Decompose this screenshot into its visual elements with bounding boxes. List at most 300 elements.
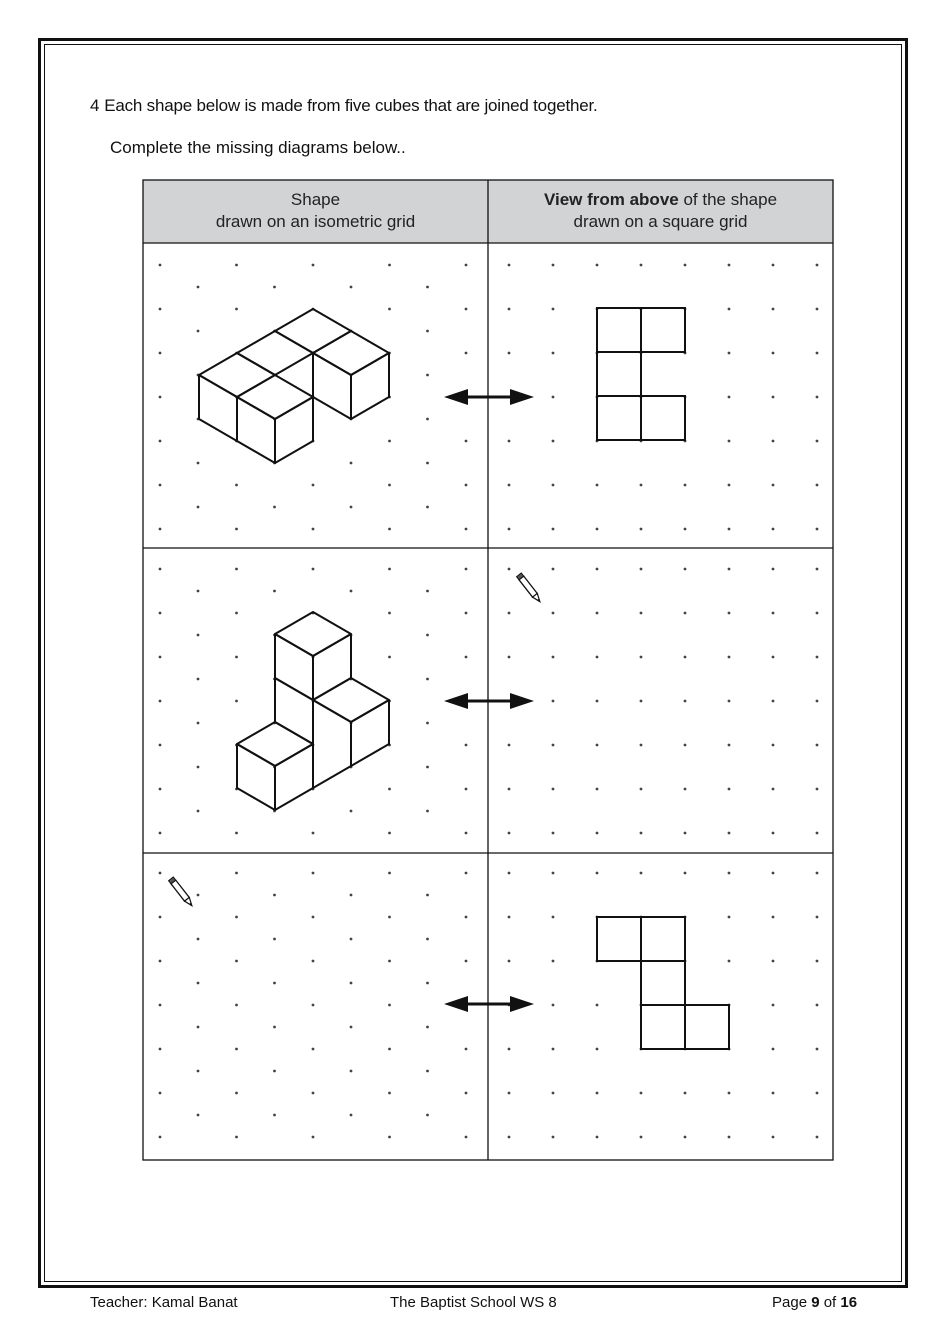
grid-dot	[552, 1092, 555, 1095]
grid-dot	[772, 396, 775, 399]
grid-dot	[728, 832, 731, 835]
grid-dot	[684, 700, 687, 703]
right-header-rest: of the shape	[678, 190, 778, 209]
grid-dot	[350, 1026, 353, 1029]
grid-dot	[312, 1092, 315, 1095]
right-header-bold: View from above	[543, 190, 679, 209]
grid-dot	[197, 1114, 200, 1117]
grid-dot	[312, 528, 315, 531]
grid-dot	[235, 1092, 238, 1095]
grid-dot	[640, 484, 643, 487]
grid-dot	[684, 744, 687, 747]
grid-dot	[772, 916, 775, 919]
grid-dot	[816, 960, 819, 963]
grid-dot	[159, 264, 162, 267]
grid-dot	[596, 788, 599, 791]
grid-dot	[197, 330, 200, 333]
grid-dot	[552, 744, 555, 747]
grid-dot	[772, 528, 775, 531]
grid-dot	[197, 810, 200, 813]
grid-dot	[159, 352, 162, 355]
grid-dot	[508, 440, 511, 443]
grid-dot	[508, 960, 511, 963]
grid-dot	[596, 484, 599, 487]
grid-dot	[772, 700, 775, 703]
plan-view-1	[597, 308, 685, 440]
grid-dot	[426, 938, 429, 941]
grid-dot	[596, 656, 599, 659]
grid-dot	[388, 960, 391, 963]
grid-dot	[728, 308, 731, 311]
grid-dot	[640, 612, 643, 615]
grid-dot	[197, 982, 200, 985]
grid-dot	[159, 1004, 162, 1007]
grid-dot	[465, 1092, 468, 1095]
grid-dot	[772, 1004, 775, 1007]
grid-dot	[388, 788, 391, 791]
grid-dot	[312, 264, 315, 267]
grid-dot	[235, 872, 238, 875]
grid-dot	[508, 832, 511, 835]
grid-dot	[728, 872, 731, 875]
grid-dot	[159, 1092, 162, 1095]
grid-dot	[312, 1136, 315, 1139]
grid-dot	[772, 440, 775, 443]
grid-dot	[640, 788, 643, 791]
grid-dot	[596, 700, 599, 703]
grid-dot	[684, 872, 687, 875]
grid-dot	[552, 916, 555, 919]
grid-dot	[816, 612, 819, 615]
grid-dot	[552, 440, 555, 443]
grid-dot	[728, 916, 731, 919]
grid-dot	[728, 528, 731, 531]
grid-dot	[426, 766, 429, 769]
grid-dot	[235, 612, 238, 615]
grid-dot	[552, 396, 555, 399]
grid-dot	[388, 1004, 391, 1007]
grid-dot	[426, 982, 429, 985]
grid-dot	[197, 722, 200, 725]
grid-dot	[508, 1092, 511, 1095]
grid-dot	[312, 916, 315, 919]
grid-dot	[465, 656, 468, 659]
grid-dot	[640, 1136, 643, 1139]
grid-dot	[273, 506, 276, 509]
grid-dot	[197, 766, 200, 769]
grid-dot	[684, 832, 687, 835]
grid-dot	[312, 568, 315, 571]
grid-dot	[197, 1070, 200, 1073]
grid-dot	[465, 484, 468, 487]
grid-dot	[426, 330, 429, 333]
grid-dot	[640, 656, 643, 659]
grid-dot	[159, 788, 162, 791]
grid-dot	[159, 1136, 162, 1139]
grid-dot	[772, 308, 775, 311]
grid-dot	[772, 656, 775, 659]
grid-dot	[816, 872, 819, 875]
grid-dot	[465, 832, 468, 835]
grid-dot	[465, 1048, 468, 1051]
grid-dot	[350, 810, 353, 813]
grid-dot	[552, 832, 555, 835]
grid-dot	[728, 744, 731, 747]
grid-dot	[350, 982, 353, 985]
grid-dot	[465, 916, 468, 919]
grid-dot	[772, 484, 775, 487]
grid-dot	[684, 1136, 687, 1139]
grid-dot	[552, 612, 555, 615]
grid-dot	[508, 308, 511, 311]
grid-dot	[350, 1114, 353, 1117]
grid-dot	[596, 612, 599, 615]
grid-dot	[640, 264, 643, 267]
grid-dot	[426, 590, 429, 593]
grid-dot	[552, 352, 555, 355]
grid-dot	[596, 1092, 599, 1095]
grid-dot	[312, 960, 315, 963]
grid-dot	[388, 656, 391, 659]
footer-teacher: Teacher: Kamal Banat	[90, 1294, 238, 1311]
grid-dot	[508, 656, 511, 659]
grid-dot	[684, 264, 687, 267]
grid-dot	[312, 832, 315, 835]
grid-dot	[596, 528, 599, 531]
grid-dot	[508, 264, 511, 267]
left-column-header	[143, 189, 488, 233]
grid-dot	[684, 656, 687, 659]
question-text: Each shape below is made from five cubes that are joined together.	[104, 96, 598, 115]
grid-dot	[465, 788, 468, 791]
grid-dot	[640, 568, 643, 571]
grid-dot	[159, 960, 162, 963]
grid-dot	[465, 440, 468, 443]
grid-dot	[508, 568, 511, 571]
grid-dot	[816, 528, 819, 531]
grid-dot	[816, 744, 819, 747]
grid-dot	[465, 528, 468, 531]
grid-dot	[197, 1026, 200, 1029]
grid-dot	[235, 264, 238, 267]
grid-dot	[235, 308, 238, 311]
grid-dot	[159, 916, 162, 919]
grid-dot	[816, 308, 819, 311]
grid-dot	[350, 506, 353, 509]
grid-dot	[772, 788, 775, 791]
grid-dot	[426, 418, 429, 421]
grid-dot	[197, 462, 200, 465]
grid-dot	[552, 1004, 555, 1007]
grid-dot	[350, 590, 353, 593]
grid-dot	[312, 1048, 315, 1051]
grid-dot	[684, 484, 687, 487]
grid-dot	[197, 938, 200, 941]
grid-dot	[728, 396, 731, 399]
grid-dot	[552, 1048, 555, 1051]
footer-page-number: Page 9 of 16	[772, 1294, 858, 1311]
pencil-icon	[169, 877, 195, 907]
grid-dot	[235, 656, 238, 659]
grid-dot	[816, 832, 819, 835]
grid-dot	[772, 1136, 775, 1139]
grid-dot	[235, 1136, 238, 1139]
grid-dot	[816, 788, 819, 791]
grid-dot	[388, 484, 391, 487]
grid-dot	[596, 872, 599, 875]
grid-dot	[465, 960, 468, 963]
grid-dot	[426, 722, 429, 725]
grid-dot	[273, 1026, 276, 1029]
grid-dot	[816, 1048, 819, 1051]
grid-dot	[159, 1048, 162, 1051]
footer-school: The Baptist School WS 8	[390, 1294, 557, 1311]
grid-dot	[388, 916, 391, 919]
grid-dot	[159, 744, 162, 747]
grid-dot	[159, 700, 162, 703]
grid-dot	[197, 286, 200, 289]
grid-dot	[816, 264, 819, 267]
grid-dot	[772, 264, 775, 267]
grid-dot	[772, 352, 775, 355]
grid-dot	[552, 568, 555, 571]
double-arrow-icon	[444, 996, 534, 1012]
grid-dot	[159, 832, 162, 835]
grid-dot	[197, 506, 200, 509]
grid-dot	[508, 744, 511, 747]
grid-dot	[552, 656, 555, 659]
grid-dot	[388, 264, 391, 267]
grid-dot	[426, 374, 429, 377]
grid-dot	[235, 568, 238, 571]
grid-dot	[273, 938, 276, 941]
grid-dot	[197, 894, 200, 897]
grid-dot	[508, 872, 511, 875]
grid-dot	[728, 788, 731, 791]
grid-dot	[235, 1004, 238, 1007]
grid-dot	[596, 832, 599, 835]
grid-dot	[159, 396, 162, 399]
grid-dot	[640, 528, 643, 531]
grid-dot	[235, 484, 238, 487]
grid-dot	[816, 1004, 819, 1007]
grid-dot	[159, 656, 162, 659]
grid-dot	[772, 612, 775, 615]
grid-dot	[426, 1070, 429, 1073]
grid-dot	[235, 528, 238, 531]
grid-dot	[350, 462, 353, 465]
grid-dot	[159, 528, 162, 531]
grid-dot	[596, 568, 599, 571]
grid-dot	[508, 352, 511, 355]
grid-dot	[426, 286, 429, 289]
pencil-icon	[517, 573, 543, 603]
grid-dot	[508, 528, 511, 531]
grid-dot	[465, 308, 468, 311]
grid-dot	[159, 308, 162, 311]
iso-shape-1	[199, 309, 389, 463]
grid-dot	[159, 872, 162, 875]
grid-dot	[235, 832, 238, 835]
grid-dot	[640, 744, 643, 747]
grid-dot	[772, 832, 775, 835]
plan-view-3	[597, 917, 729, 1049]
grid-dot	[312, 484, 315, 487]
grid-dot	[508, 1048, 511, 1051]
grid-dot	[426, 462, 429, 465]
grid-dot	[273, 1070, 276, 1073]
grid-dot	[350, 286, 353, 289]
grid-dot	[728, 612, 731, 615]
grid-dot	[728, 1092, 731, 1095]
grid-dot	[816, 700, 819, 703]
grid-dot	[816, 1136, 819, 1139]
grid-dot	[388, 568, 391, 571]
grid-dot	[728, 656, 731, 659]
grid-dot	[596, 264, 599, 267]
grid-dot	[159, 568, 162, 571]
grid-dot	[684, 528, 687, 531]
grid-dot	[640, 872, 643, 875]
grid-dot	[728, 264, 731, 267]
grid-dot	[426, 678, 429, 681]
grid-dot	[350, 894, 353, 897]
grid-dot	[816, 440, 819, 443]
grid-dot	[816, 568, 819, 571]
grid-dot	[388, 1048, 391, 1051]
grid-dot	[508, 788, 511, 791]
grid-dot	[159, 440, 162, 443]
double-arrow-icon	[444, 389, 534, 405]
grid-dot	[728, 484, 731, 487]
grid-dot	[465, 1136, 468, 1139]
grid-dot	[350, 1070, 353, 1073]
grid-dot	[388, 528, 391, 531]
grid-dot	[640, 832, 643, 835]
grid-dot	[273, 982, 276, 985]
grid-dot	[426, 1026, 429, 1029]
grid-dot	[159, 484, 162, 487]
grid-dot	[596, 1004, 599, 1007]
double-arrow-icon	[444, 693, 534, 709]
grid-dot	[197, 678, 200, 681]
grid-dot	[508, 916, 511, 919]
left-header-line1: Shape	[290, 190, 341, 209]
grid-dot	[273, 894, 276, 897]
grid-dot	[235, 916, 238, 919]
grid-dot	[273, 590, 276, 593]
grid-dot	[508, 1136, 511, 1139]
grid-dot	[465, 744, 468, 747]
grid-dot	[596, 744, 599, 747]
grid-dot	[508, 612, 511, 615]
grid-dot	[465, 872, 468, 875]
grid-dot	[552, 1136, 555, 1139]
grid-dot	[388, 872, 391, 875]
grid-dot	[684, 568, 687, 571]
grid-dot	[684, 1092, 687, 1095]
grid-dot	[772, 872, 775, 875]
grid-dot	[465, 568, 468, 571]
grid-dot	[552, 528, 555, 531]
grid-dot	[816, 656, 819, 659]
grid-dot	[640, 1092, 643, 1095]
grid-dot	[728, 960, 731, 963]
iso-shape-2	[237, 612, 389, 810]
grid-dot	[465, 264, 468, 267]
grid-dot	[816, 396, 819, 399]
grid-dot	[684, 612, 687, 615]
grid-dot	[426, 506, 429, 509]
grid-dot	[508, 484, 511, 487]
grid-dot	[426, 634, 429, 637]
grid-dot	[596, 1136, 599, 1139]
grid-dot	[312, 1004, 315, 1007]
grid-dot	[235, 700, 238, 703]
grid-dot	[684, 788, 687, 791]
grid-dot	[552, 484, 555, 487]
grid-dot	[728, 352, 731, 355]
right-column-header	[488, 189, 833, 233]
grid-dot	[552, 872, 555, 875]
grid-dot	[728, 1136, 731, 1139]
grid-dot	[388, 1092, 391, 1095]
grid-dot	[772, 568, 775, 571]
grid-dot	[728, 568, 731, 571]
grid-dot	[388, 612, 391, 615]
grid-dot	[552, 308, 555, 311]
grid-dot	[552, 960, 555, 963]
grid-dot	[816, 484, 819, 487]
grid-dot	[772, 960, 775, 963]
grid-dot	[465, 352, 468, 355]
grid-dot	[235, 960, 238, 963]
grid-dot	[388, 308, 391, 311]
right-header-line2: drawn on a square grid	[573, 212, 748, 231]
grid-dot	[388, 440, 391, 443]
grid-dot	[816, 1092, 819, 1095]
grid-dot	[159, 612, 162, 615]
grid-dot	[426, 894, 429, 897]
grid-dot	[552, 788, 555, 791]
grid-dot	[816, 916, 819, 919]
grid-dot	[273, 1114, 276, 1117]
grid-dot	[772, 744, 775, 747]
grid-dot	[197, 634, 200, 637]
grid-dot	[426, 1114, 429, 1117]
grid-dot	[465, 612, 468, 615]
grid-dot	[640, 700, 643, 703]
grid-dot	[350, 938, 353, 941]
grid-dot	[728, 440, 731, 443]
grid-dot	[235, 1048, 238, 1051]
grid-dot	[388, 832, 391, 835]
left-header-line2: drawn on an isometric grid	[215, 212, 416, 231]
grid-dot	[552, 700, 555, 703]
grid-dot	[312, 872, 315, 875]
grid-dot	[273, 286, 276, 289]
grid-dot	[816, 352, 819, 355]
grid-dot	[426, 810, 429, 813]
grid-dot	[772, 1092, 775, 1095]
grid-dot	[596, 1048, 599, 1051]
grid-dot	[552, 264, 555, 267]
question-number: 4	[90, 96, 100, 115]
grid-dot	[388, 1136, 391, 1139]
question-instruction: Complete the missing diagrams below..	[110, 138, 406, 157]
grid-dot	[772, 1048, 775, 1051]
grid-dot	[728, 700, 731, 703]
